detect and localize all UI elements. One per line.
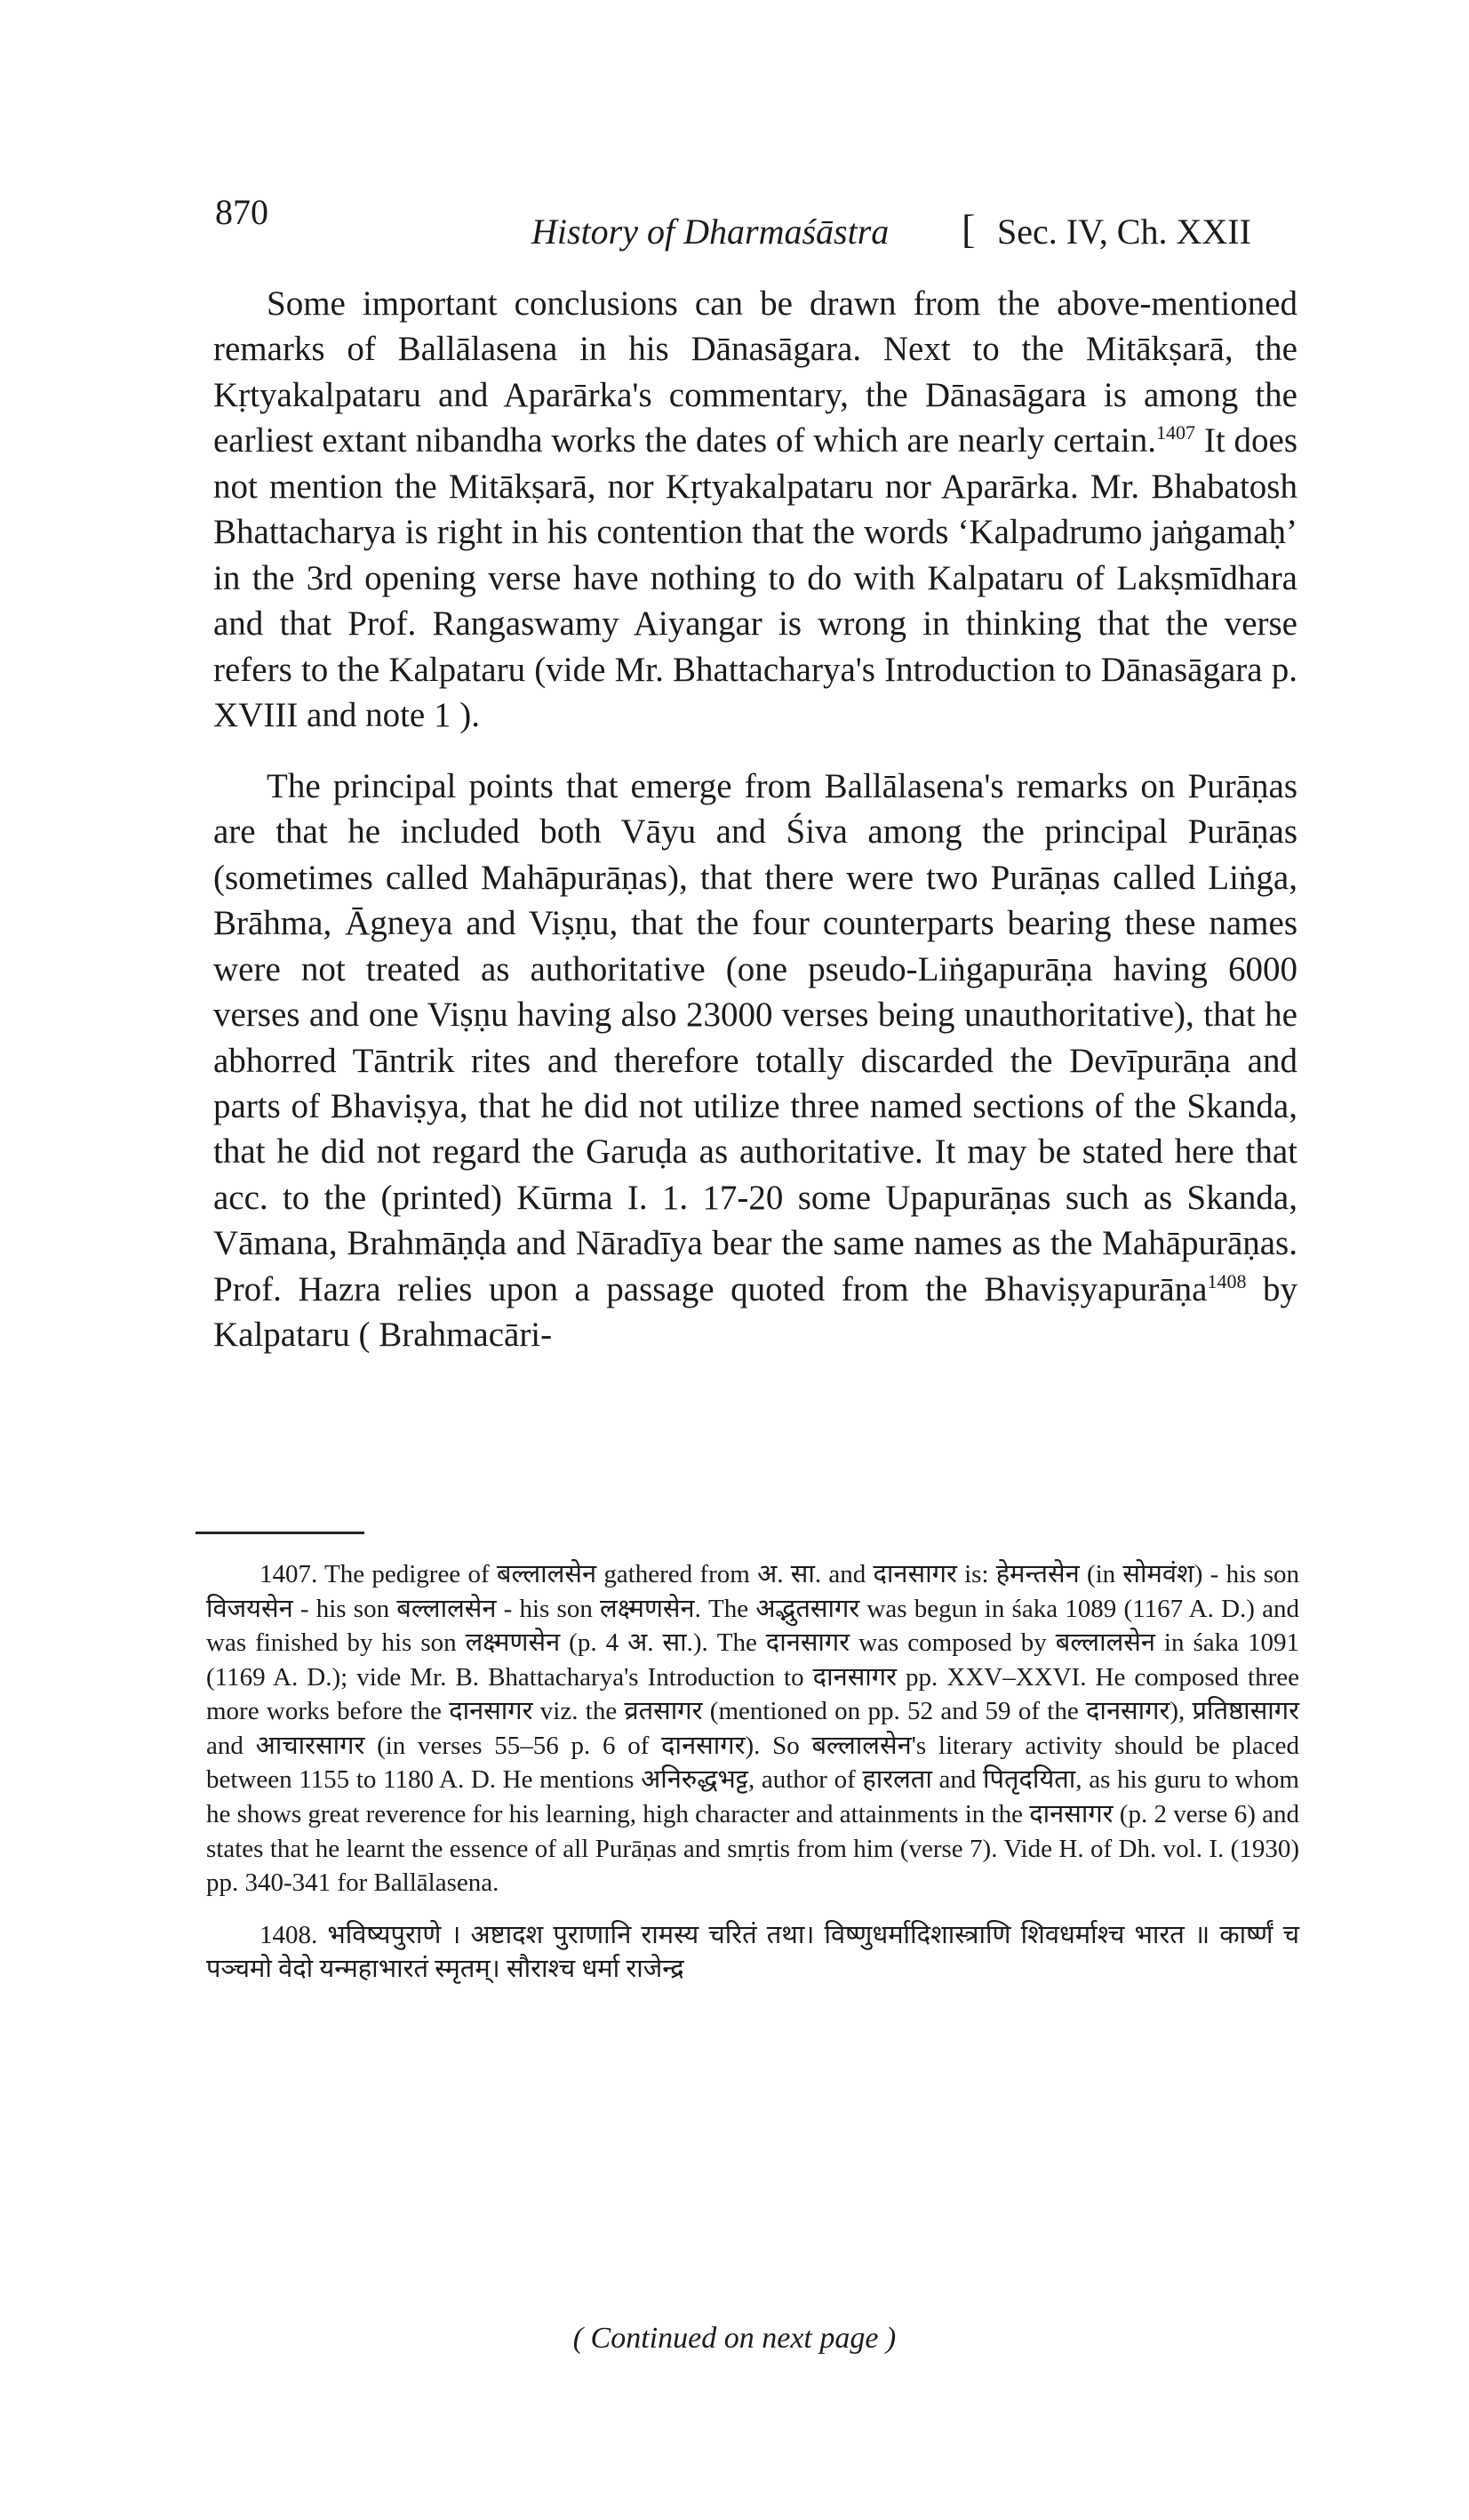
main-text (213, 281, 1297, 1383)
footnotes (206, 1557, 1299, 2004)
paragraph-text: It does not mention the Mitākṣarā, nor Kṛtyakalpataru nor Aparārka. Mr. Bhabatosh Bhattacharya is right in his contention that the words ‘Kalpadrumo jaṅgamaḥ’ in the 3rd opening verse have nothing to do with Kalpataru of Lakṣmīdhara and that Prof. Rangaswamy Aiyangar is wrong in thinking that the verse refers to the Kalpataru (vide Mr. Bhattacharya's Introduction to Dānasāgara p. XVIII and note 1 ). (213, 421, 1297, 735)
footnote-1407: 1407. The pedigree of बल्लालसेन gathered from अ. सा. and दानसागर is: हेमन्तसेन (in सोमवंश) - his son विजयसेन - his son बल्लालसेन - his son लक्ष्मणसेन. The अद्भुतसागर was begun in śaka 1089 (1167 A. D.) and was finished by his son लक्ष्मणसेन (p. 4 अ. सा.). The दानसागर was composed by बल्लालसेन in śaka 1091 (1169 A. D.); vide Mr. B. Bhattacharya's Introduction to दानसागर pp. XXV–XXVI. He composed three more works before the दानसागर viz. the व्रतसागर (mentioned on pp. 52 and 59 of the दानसागर), प्रतिष्ठासागर and आचारसागर (in verses 55–56 p. 6 of दानसागर). So बल्लालसेन's literary activity should be placed between 1155 to 1180 A. D. He mentions अनिरुद्धभट्ट, author of हारलता and पितृदयिता, as his guru to whom he shows great reverence for his learning, high character and attainments in the दानसागर (p. 2 verse 6) and states that he learnt the essence of all Purāṇas and smṛtis from him (verse 7). Vide H. of Dh. vol. I. (1930) pp. 340-341 for Ballālasena. (206, 1560, 1299, 1898)
continued-note: ( Continued on next page ) (572, 2322, 897, 2355)
book-title: History of Dharmaśāstra (531, 212, 890, 252)
footnote-1408: 1408. भविष्यपुराणे । अष्टादश पुराणानि रामस्य चरितं तथा। विष्णुधर्मादिशास्त्राणि शिवधर्माश्च भारत ॥ कार्ष्णं च पञ्चमो वेदो यन्महाभारतं स्मृतम्। सौराश्च धर्मा राजेन्द्र (206, 1920, 1299, 1984)
paragraph-text: by Kalpataru ( Brahmacāri- (213, 1269, 1298, 1355)
section-bracket: [ (962, 206, 976, 252)
footnote-ref-1407: 1407 (1156, 421, 1196, 444)
running-head (215, 182, 1308, 252)
paragraph-principal-points (213, 764, 1297, 1358)
paragraph-text: Some important conclusions can be drawn from the above-mentioned remarks of Ballālasena in his Dānasāgara. Next to the Mitākṣarā, the Kṛtyakalpataru and Aparārka's commentary, the Dānasāgara is among the earliest extant nibandha works the dates of which are nearly certain. (213, 284, 1297, 460)
paragraph-text: The principal points that emerge from Ballālasena's remarks on Purāṇas are that he included both Vāyu and Śiva among the principal Purāṇas (sometimes called Mahāpurāṇas), that there were two Purāṇas called Liṅga, Brāhma, Āgneya and Viṣṇu, that the four counterparts bearing these names were not treated as authoritative (one pseudo-Liṅgapurāṇa having 6000 verses and one Viṣṇu having also 23000 verses being unauthoritative), that he abhorred Tāntrik rites and therefore totally discarded the Devīpurāṇa and parts of Bhaviṣya, that he did not utilize three named sections of the Skanda, that he did not regard the Garuḍa as authoritative. It may be stated here that acc. to the (printed) Kūrma I. 1. 17-20 some Upapurāṇas such as Skanda, Vāmana, Brahmāṇḍa and Nāradīya bear the same names as the Mahāpurāṇas. Prof. Hazra relies upon a passage quoted from the Bhaviṣyapurāṇa (213, 766, 1297, 1308)
paragraph-conclusions (213, 281, 1297, 739)
footnote-divider (196, 1532, 364, 1534)
section-label: Sec. IV, Ch. XXII (997, 212, 1251, 252)
footnote-ref-1408: 1408 (1207, 1269, 1247, 1292)
page-number: 870 (215, 192, 268, 232)
